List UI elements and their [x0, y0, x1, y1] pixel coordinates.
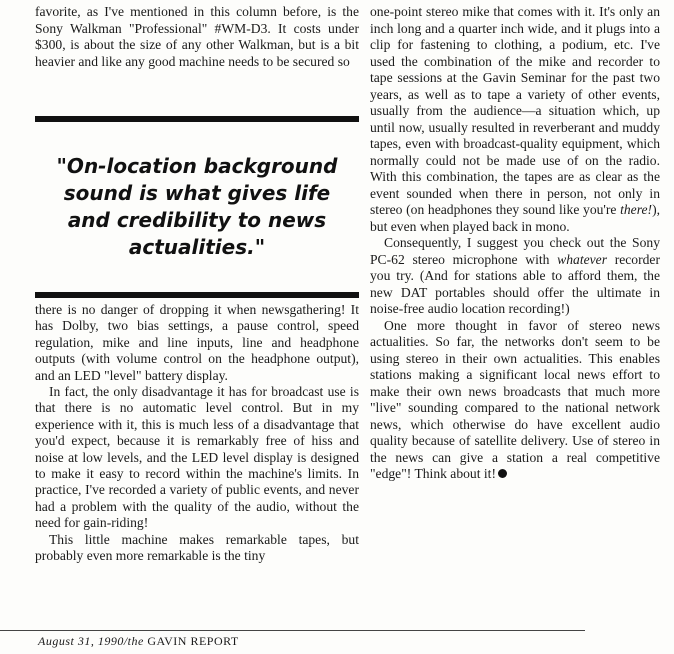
text-run: Consequently, I suggest you check out the Sony PC-62 stereo microphone with	[370, 235, 660, 267]
footer-rule	[0, 630, 585, 631]
paragraph	[370, 4, 660, 235]
left-column-bottom	[35, 302, 359, 565]
page-footer	[38, 634, 239, 649]
paragraph	[370, 235, 660, 318]
paragraph: In fact, the only disadvantage it has for broadcast use is that there is no automatic level control. But in my experience with it, this is much less of a disadvantage that you'd expect, because it is remarkably free of hiss and noise at low levels, and the LED level display is designed to make it easy to record within the machine's limits. In practice, I've recorded a variety of public events, and never had a problem with the quality of the audio, without the need for gain-riding!	[35, 384, 359, 531]
pull-quote: "On-location background sound is what gives life and credibility to news actualities."	[56, 154, 338, 259]
pull-quote-box	[35, 116, 359, 298]
left-column-top	[35, 4, 359, 70]
paragraph: This little machine makes remarkable tapes, but probably even more remarkable is the tiny	[35, 531, 359, 564]
footer-publication: GAVIN REPORT	[143, 634, 239, 648]
text-run: One more thought in favor of stereo news actualities. So far, the networks don't seem to be using stereo in their own actualities. This enables stations making a significant local news effort to make their own news broadcasts that much more "live" sounding compared to the national network news, which otherwise do have excellent audio quality because of satellite delivery. Use of stereo in the news can give a station a real competitive "edge"! Think about it!	[370, 317, 660, 481]
right-column	[370, 4, 660, 483]
paragraph	[370, 318, 660, 483]
footer-date: August 31, 1990/	[38, 634, 128, 648]
paragraph: favorite, as I've mentioned in this column before, is the Sony Walkman "Professional" #WM-D3. It costs under $300, is about the size of any other Walkman, but is a bit heavier and like any good machine needs to be secured so	[35, 4, 359, 69]
text-run: one-point stereo mike that comes with it. It's only an inch long and a quarter inch wide, and it plugs into a clip for fastening to clothing, a podium, etc. I've used the combination of the mike and recorder to tape sessions at the Gavin Seminar for the past two years, as well as to tape a variety of other events, usually from the audience—a situation which, up until now, usually resulted in reverberant and muddy tapes, even with broadcast-quality equipment, which normally could not be made use of on the radio. With this combination, the tapes are as clear as the event sounded when there in person, not only in stereo (on headphones they sound like you're	[370, 4, 660, 217]
text-run: ), but even when played back in mono.	[370, 202, 660, 234]
paragraph: there is no danger of dropping it when newsgathering! It has Dolby, two bias settings, a pause control, speed regulation, mike and line inputs, line and headphone outputs (with volume control on the headphone output), and an LED "level" battery display.	[35, 302, 359, 383]
emphasis: there!	[620, 202, 653, 217]
emphasis: whatever	[557, 251, 607, 267]
footer-the: the	[127, 634, 144, 648]
text-run: recorder you try. (And for stations able to afford them, the new DAT portables should offer the ultimate in noise-free audio location recording!)	[370, 251, 660, 316]
end-mark-icon	[498, 469, 507, 478]
